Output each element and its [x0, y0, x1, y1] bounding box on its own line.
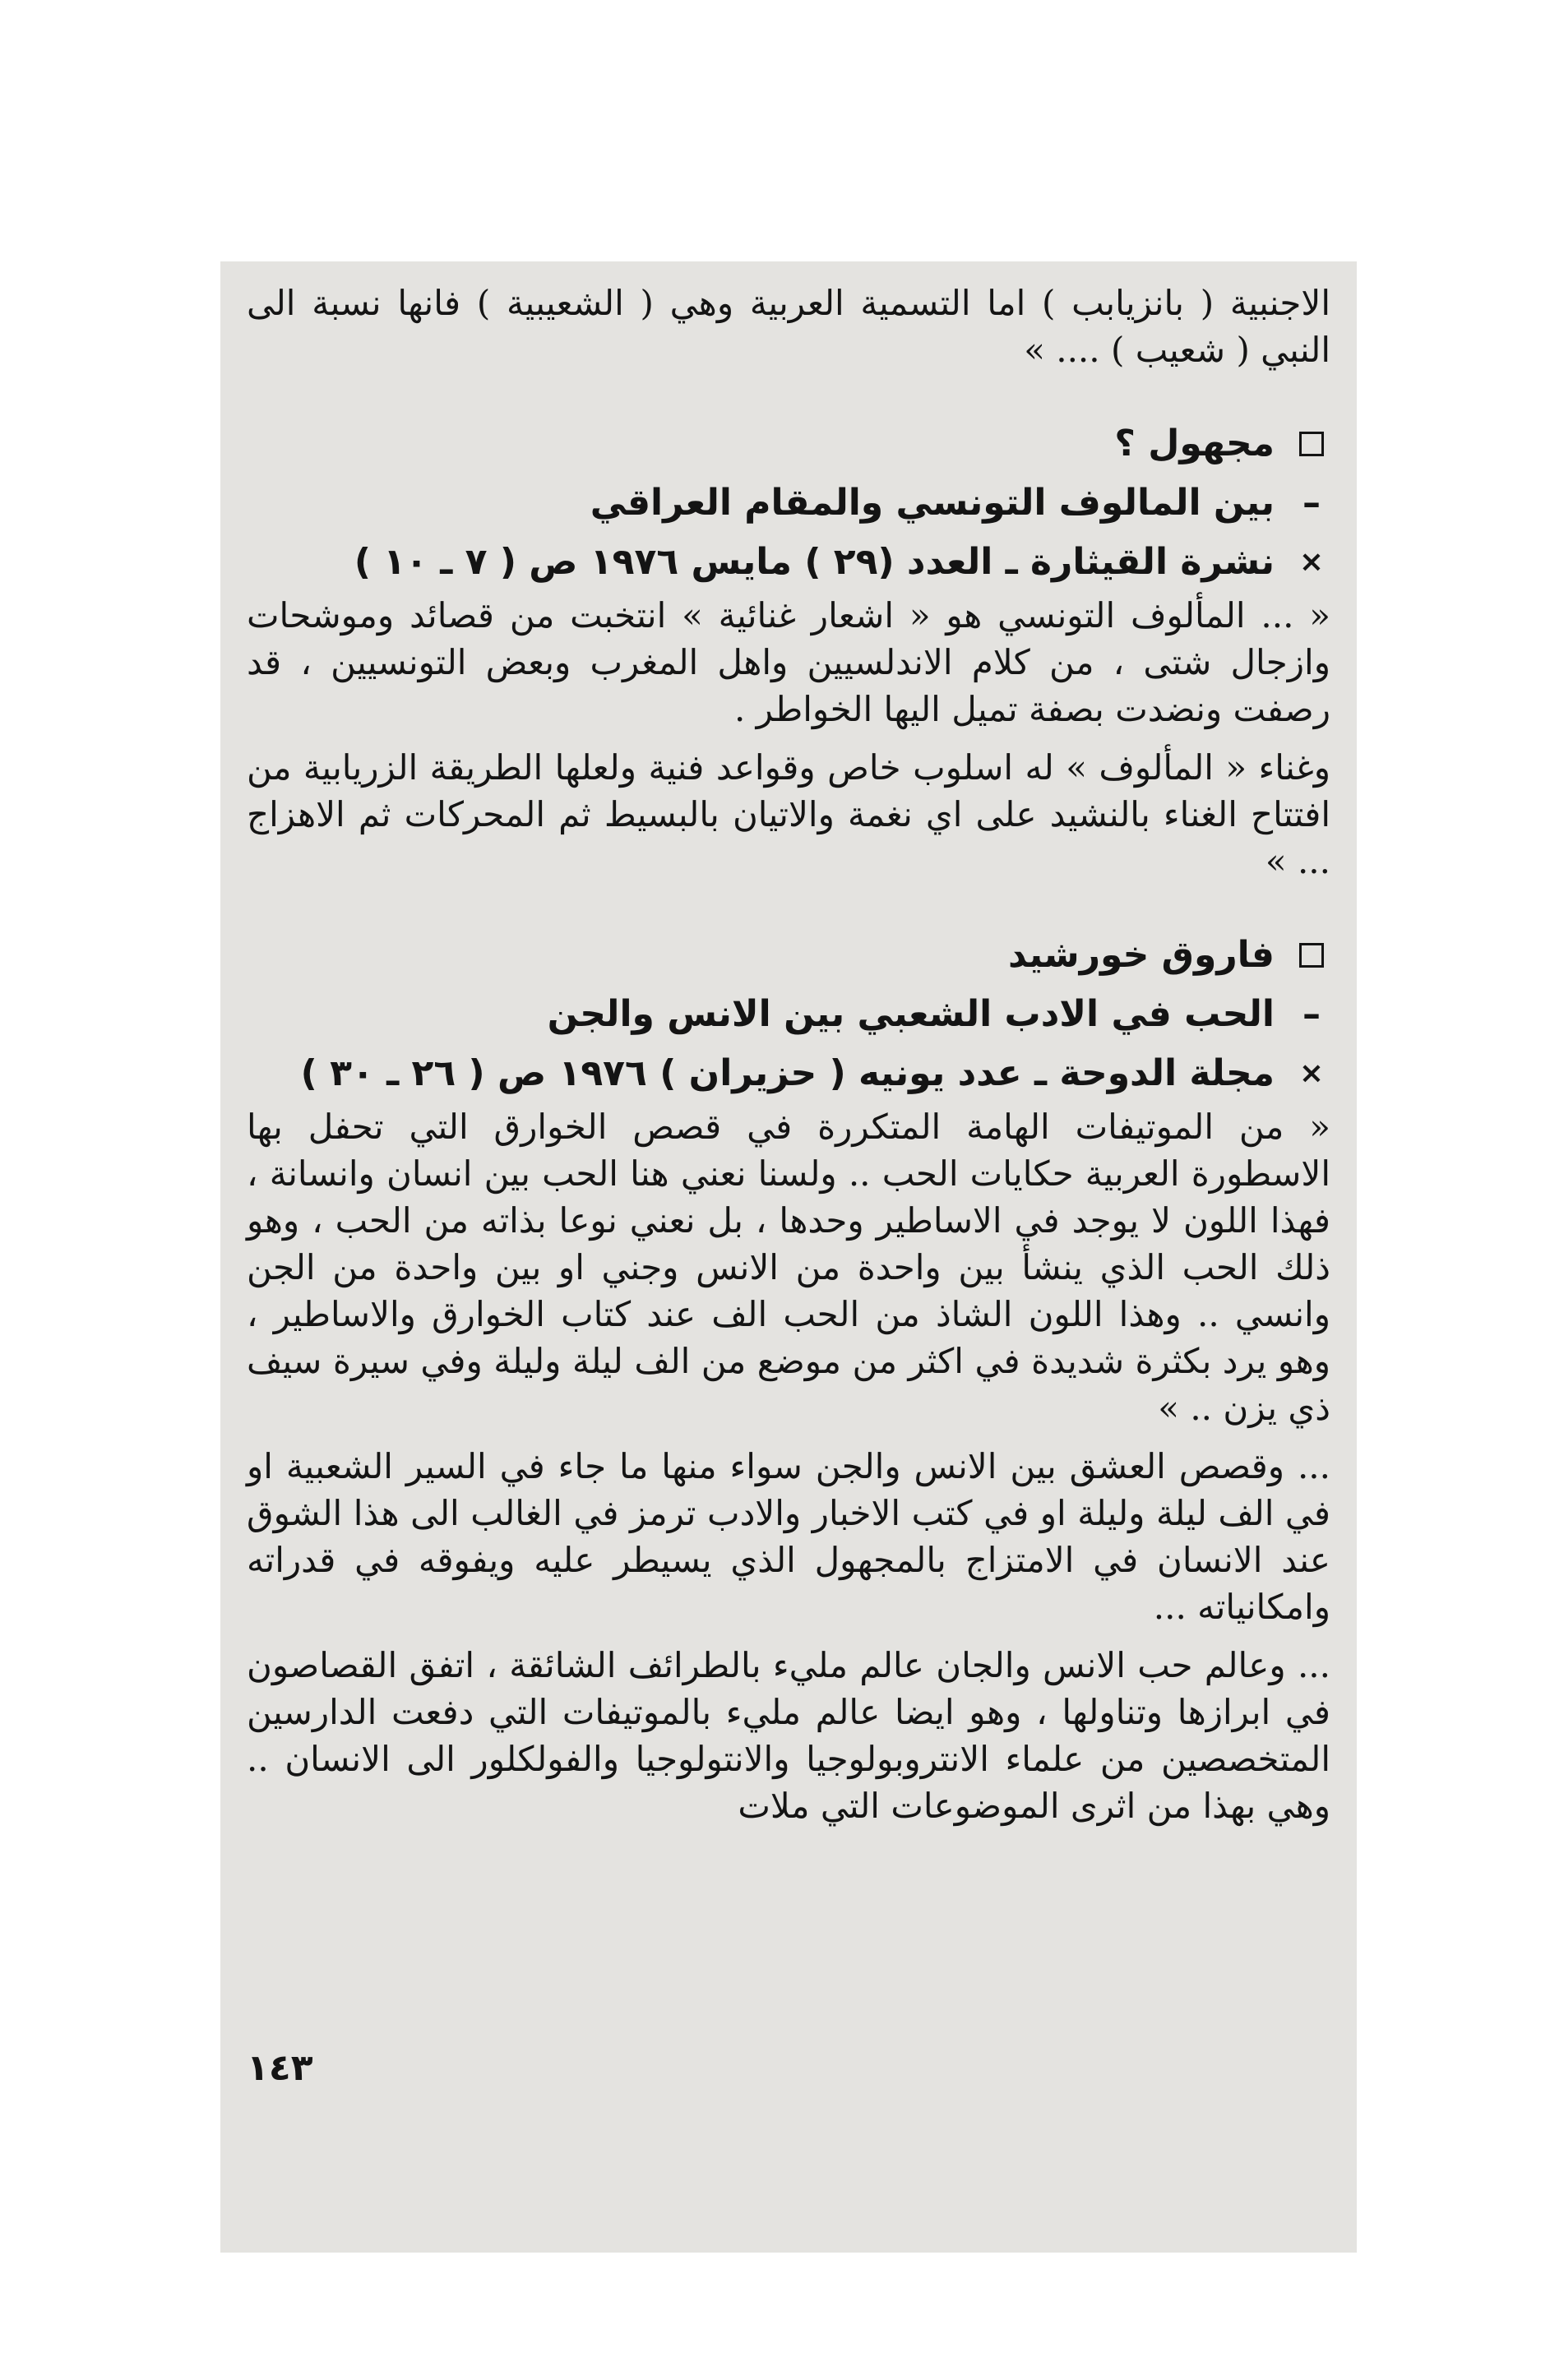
intro-paragraph: الاجنبية ( بانزيابب ) اما التسمية العربية وهي ( الشعيبية ) فانها نسبة الى النبي ( شعيب ) .... » — [247, 283, 1330, 370]
page-number: ١٤٣ — [247, 2047, 313, 2089]
dash-bullet-icon — [1293, 474, 1330, 533]
entry1-paragraph-1: « ... المألوف التونسي هو « اشعار غنائية » انتخبت من قصائد وموشحات وازجال شتى ، من كلام الاندلسيين واهل المغرب وبعض التونسيين ، قد رصفت ونضدت بصفة تميل اليها الخواطر . — [247, 595, 1330, 729]
entry2-title: الحب في الادب الشعبي بين الانس والجن — [547, 993, 1275, 1035]
entry2-title-line — [247, 985, 1330, 1044]
entry2-paragraph-2: ... وقصص العشق بين الانس والجن سواء منها ما جاء في السير الشعبية او في الف ليلة وليلة او في كتب الاخبار والادب ترمز في الغالب الى هذا الشوق عند الانسان في الامتزاج بالمجهول الذي يسيطر عليه ويفوقه في قدراته وامكانياته ... — [247, 1446, 1330, 1627]
entry1-title: بين المالوف التونسي والمقام العراقي — [590, 482, 1275, 524]
page-body — [247, 280, 1330, 1841]
cross-bullet-icon: × — [1298, 1056, 1325, 1090]
entry1-source-line — [247, 533, 1330, 592]
square-bullet-icon — [1299, 943, 1324, 968]
cross-bullet-icon: × — [1298, 545, 1325, 579]
entry1-author: مجهول ؟ — [1114, 423, 1275, 464]
entry2-paragraph-3: ... وعالم حب الانس والجان عالم مليء بالطرائف الشائقة ، اتفق القصاصون في ابرازها وتناولها ، وهو ايضا عالم مليء بالموتيفات التي دفعت الدارسين المتخصصين من علماء الانتروبولوجيا والانتولوجيا والفولكلور الى الانسان .. وهي بهذا من اثرى الموضوعات التي ملات — [247, 1645, 1330, 1826]
entry1-source: نشرة القيثارة ـ العدد (٢٩ ) مايس ١٩٧٦ ص ( ٧ ـ ١٠ ) — [354, 541, 1275, 583]
entry2-author: فاروق خورشيد — [1008, 934, 1275, 976]
entry1-author-line — [247, 414, 1330, 474]
entry1-paragraph-2: وغناء « المألوف » له اسلوب خاص وقواعد فنية ولعلها الطريقة الزريابية من افتتاح الغناء بالنشيد على اي نغمة والاتيان بالبسيط ثم المحركات ثم الاهزاج ... » — [247, 747, 1330, 881]
spacer — [247, 896, 1330, 926]
entry2-paragraph-1: « من الموتيفات الهامة المتكررة في قصص الخوارق التي تحفل بها الاسطورة العربية حكايات الحب .. ولسنا نعني هنا الحب بين انسان وانسانة ، فهذا اللون لا يوجد في الاساطير وحدها ، بل نعني نوعا بذاته من الحب ، وهو ذلك الحب الذي ينشأ بين واحدة من الانس وجني او بين واحدة من الجن وانسي .. وهذا اللون الشاذ من الحب الف عند كتاب الخوارق والاساطير ، وهو يرد بكثرة شديدة في اكثر من موضع من الف ليلة وليلة وفي سيرة سيف ذي يزن .. » — [247, 1107, 1330, 1428]
entry2-source: مجلة الدوحة ـ عدد يونيه ( حزيران ) ١٩٧٦ ص ( ٢٦ ـ ٣٠ ) — [300, 1052, 1275, 1094]
square-bullet-icon — [1299, 432, 1324, 456]
dash-bullet-icon — [1293, 985, 1330, 1044]
entry2-author-line — [247, 926, 1330, 985]
entry2-source-line — [247, 1044, 1330, 1103]
entry1-title-line — [247, 474, 1330, 533]
spacer — [247, 385, 1330, 414]
